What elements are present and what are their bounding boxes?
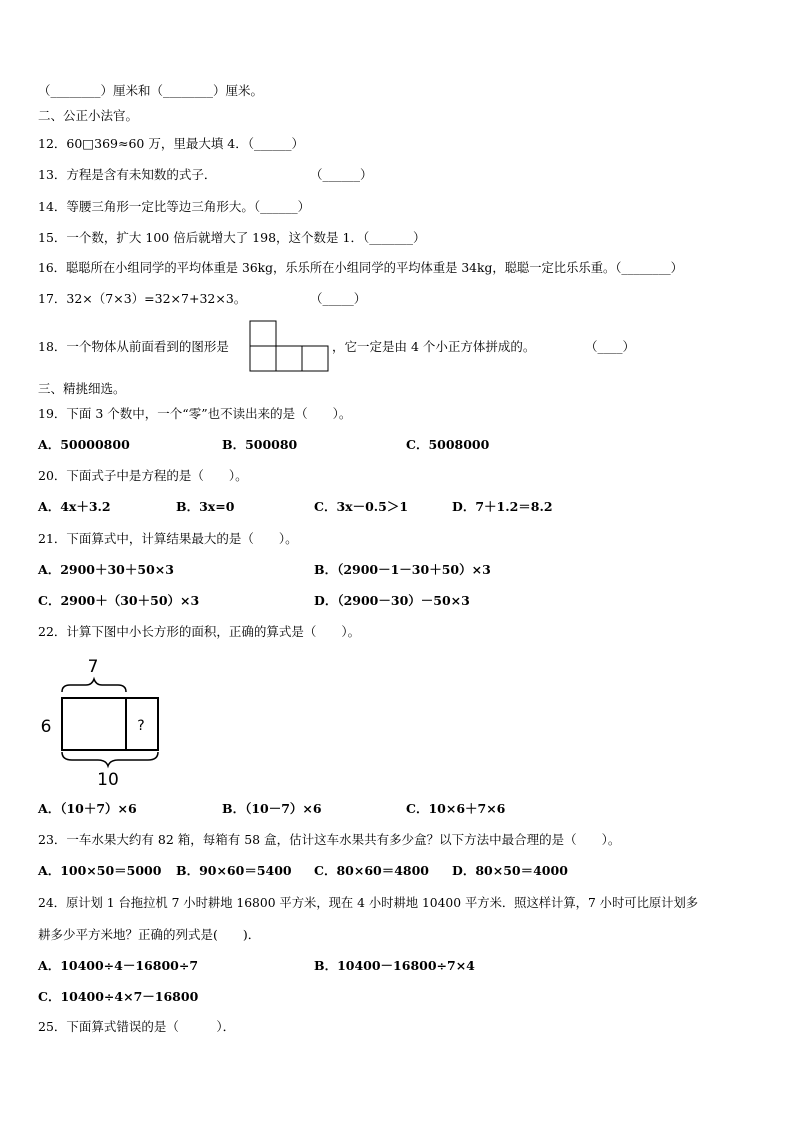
question-12: 12．60□369≈60 万，里最大填 4．（______） — [38, 136, 305, 151]
rectangle-figure — [36, 652, 176, 792]
section-heading-3: 三、精挑细选。 — [38, 381, 126, 396]
q20-option-c[interactable]: C．3x－0.5＞1 — [314, 499, 409, 514]
question-21: 21．下面算式中，计算结果最大的是（ ）。 — [38, 531, 298, 546]
question-19: 19．下面 3 个数中，一个“零”也不读出来的是（ ）。 — [38, 406, 352, 421]
question-16: 16．聪聪所在小组同学的平均体重是 36kg，乐乐所在小组同学的平均体重是 34kg，聪聪一定比乐乐重。（________） — [38, 261, 683, 275]
q23-option-c[interactable]: C．80×60＝4800 — [314, 863, 430, 878]
question-22: 22．计算下图中小长方形的面积，正确的算式是（ ）。 — [38, 624, 361, 639]
q20-option-a[interactable]: A．4x＋3.2 — [38, 499, 111, 514]
question-24-line1: 24．原计划 1 台拖拉机 7 小时耕地 16800 平方米，现在 4 小时耕地 10400 平方米．照这样计算，7 小时可比原计划多 — [38, 896, 699, 910]
q19-option-c[interactable]: C．5008000 — [406, 437, 490, 452]
question-18-blank: （____） — [585, 339, 636, 354]
q19-option-a[interactable]: A．50000800 — [38, 437, 130, 452]
figure-top-label: 7 — [87, 657, 99, 677]
q24-option-c[interactable]: C．10400÷4×7－16800 — [38, 989, 199, 1004]
q21-option-a[interactable]: A．2900＋30＋50×3 — [38, 562, 174, 577]
q23-option-a[interactable]: A．100×50＝5000 — [38, 863, 162, 878]
question-13-blank: （______） — [310, 167, 373, 182]
q21-option-b[interactable]: B．（2900－1－30＋50）×3 — [314, 562, 491, 577]
q22-option-a[interactable]: A．（10＋7）×6 — [38, 801, 137, 816]
q21-option-c[interactable]: C．2900＋（30＋50）×3 — [38, 593, 200, 608]
q22-option-c[interactable]: C．10×6＋7×6 — [406, 801, 506, 816]
question-18-prefix: 18．一个物体从前面看到的图形是 — [38, 339, 229, 354]
question-20: 20．下面式子中是方程的是（ ）。 — [38, 468, 248, 483]
figure-bottom-label: 10 — [97, 770, 119, 790]
front-view-figure — [249, 320, 329, 372]
q20-option-b[interactable]: B．3x=0 — [176, 499, 235, 514]
q21-option-d[interactable]: D．（2900－30）－50×3 — [314, 593, 470, 608]
q20-option-d[interactable]: D．7＋1.2＝8.2 — [452, 499, 553, 514]
question-25: 25．下面算式错误的是（ ）． — [38, 1019, 236, 1034]
top-brace — [62, 679, 126, 692]
q19-option-b[interactable]: B．500080 — [222, 437, 298, 452]
q22-option-b[interactable]: B．（10－7）×6 — [222, 801, 322, 816]
question-15: 15．一个数，扩大 100 倍后就增大了 198，这个数是 1．（_______） — [38, 230, 426, 245]
bottom-brace — [62, 752, 158, 766]
question-18-suffix: ，它一定是由 4 个小正方体拼成的。 — [332, 339, 536, 354]
figure-side-label: 6 — [40, 717, 52, 737]
unknown-label: ? — [137, 718, 145, 734]
question-17-blank: （_____） — [310, 291, 367, 306]
q24-option-a[interactable]: A．10400÷4－16800÷7 — [38, 958, 199, 973]
question-24-line2: 耕多少平方米地？正确的列式是( )． — [38, 927, 261, 942]
question-17: 17．32×（7×3）=32×7+32×3。 — [38, 291, 247, 306]
q23-option-b[interactable]: B．90×60＝5400 — [176, 863, 292, 878]
question-14: 14．等腰三角形一定比等边三角形大。（______） — [38, 199, 311, 214]
q23-option-d[interactable]: D．80×50＝4000 — [452, 863, 568, 878]
question-13: 13．方程是含有未知数的式子． — [38, 167, 217, 182]
question-23: 23．一车水果大约有 82 箱，每箱有 58 盒，估计这车水果共有多少盒？以下方法中最合理的是（ ）。 — [38, 832, 621, 847]
q24-option-b[interactable]: B．10400－16800÷7×4 — [314, 958, 475, 973]
section-heading-2: 二、公正小法官。 — [38, 108, 139, 123]
text-line-continuation: （________）厘米和（________）厘米。 — [38, 83, 264, 98]
